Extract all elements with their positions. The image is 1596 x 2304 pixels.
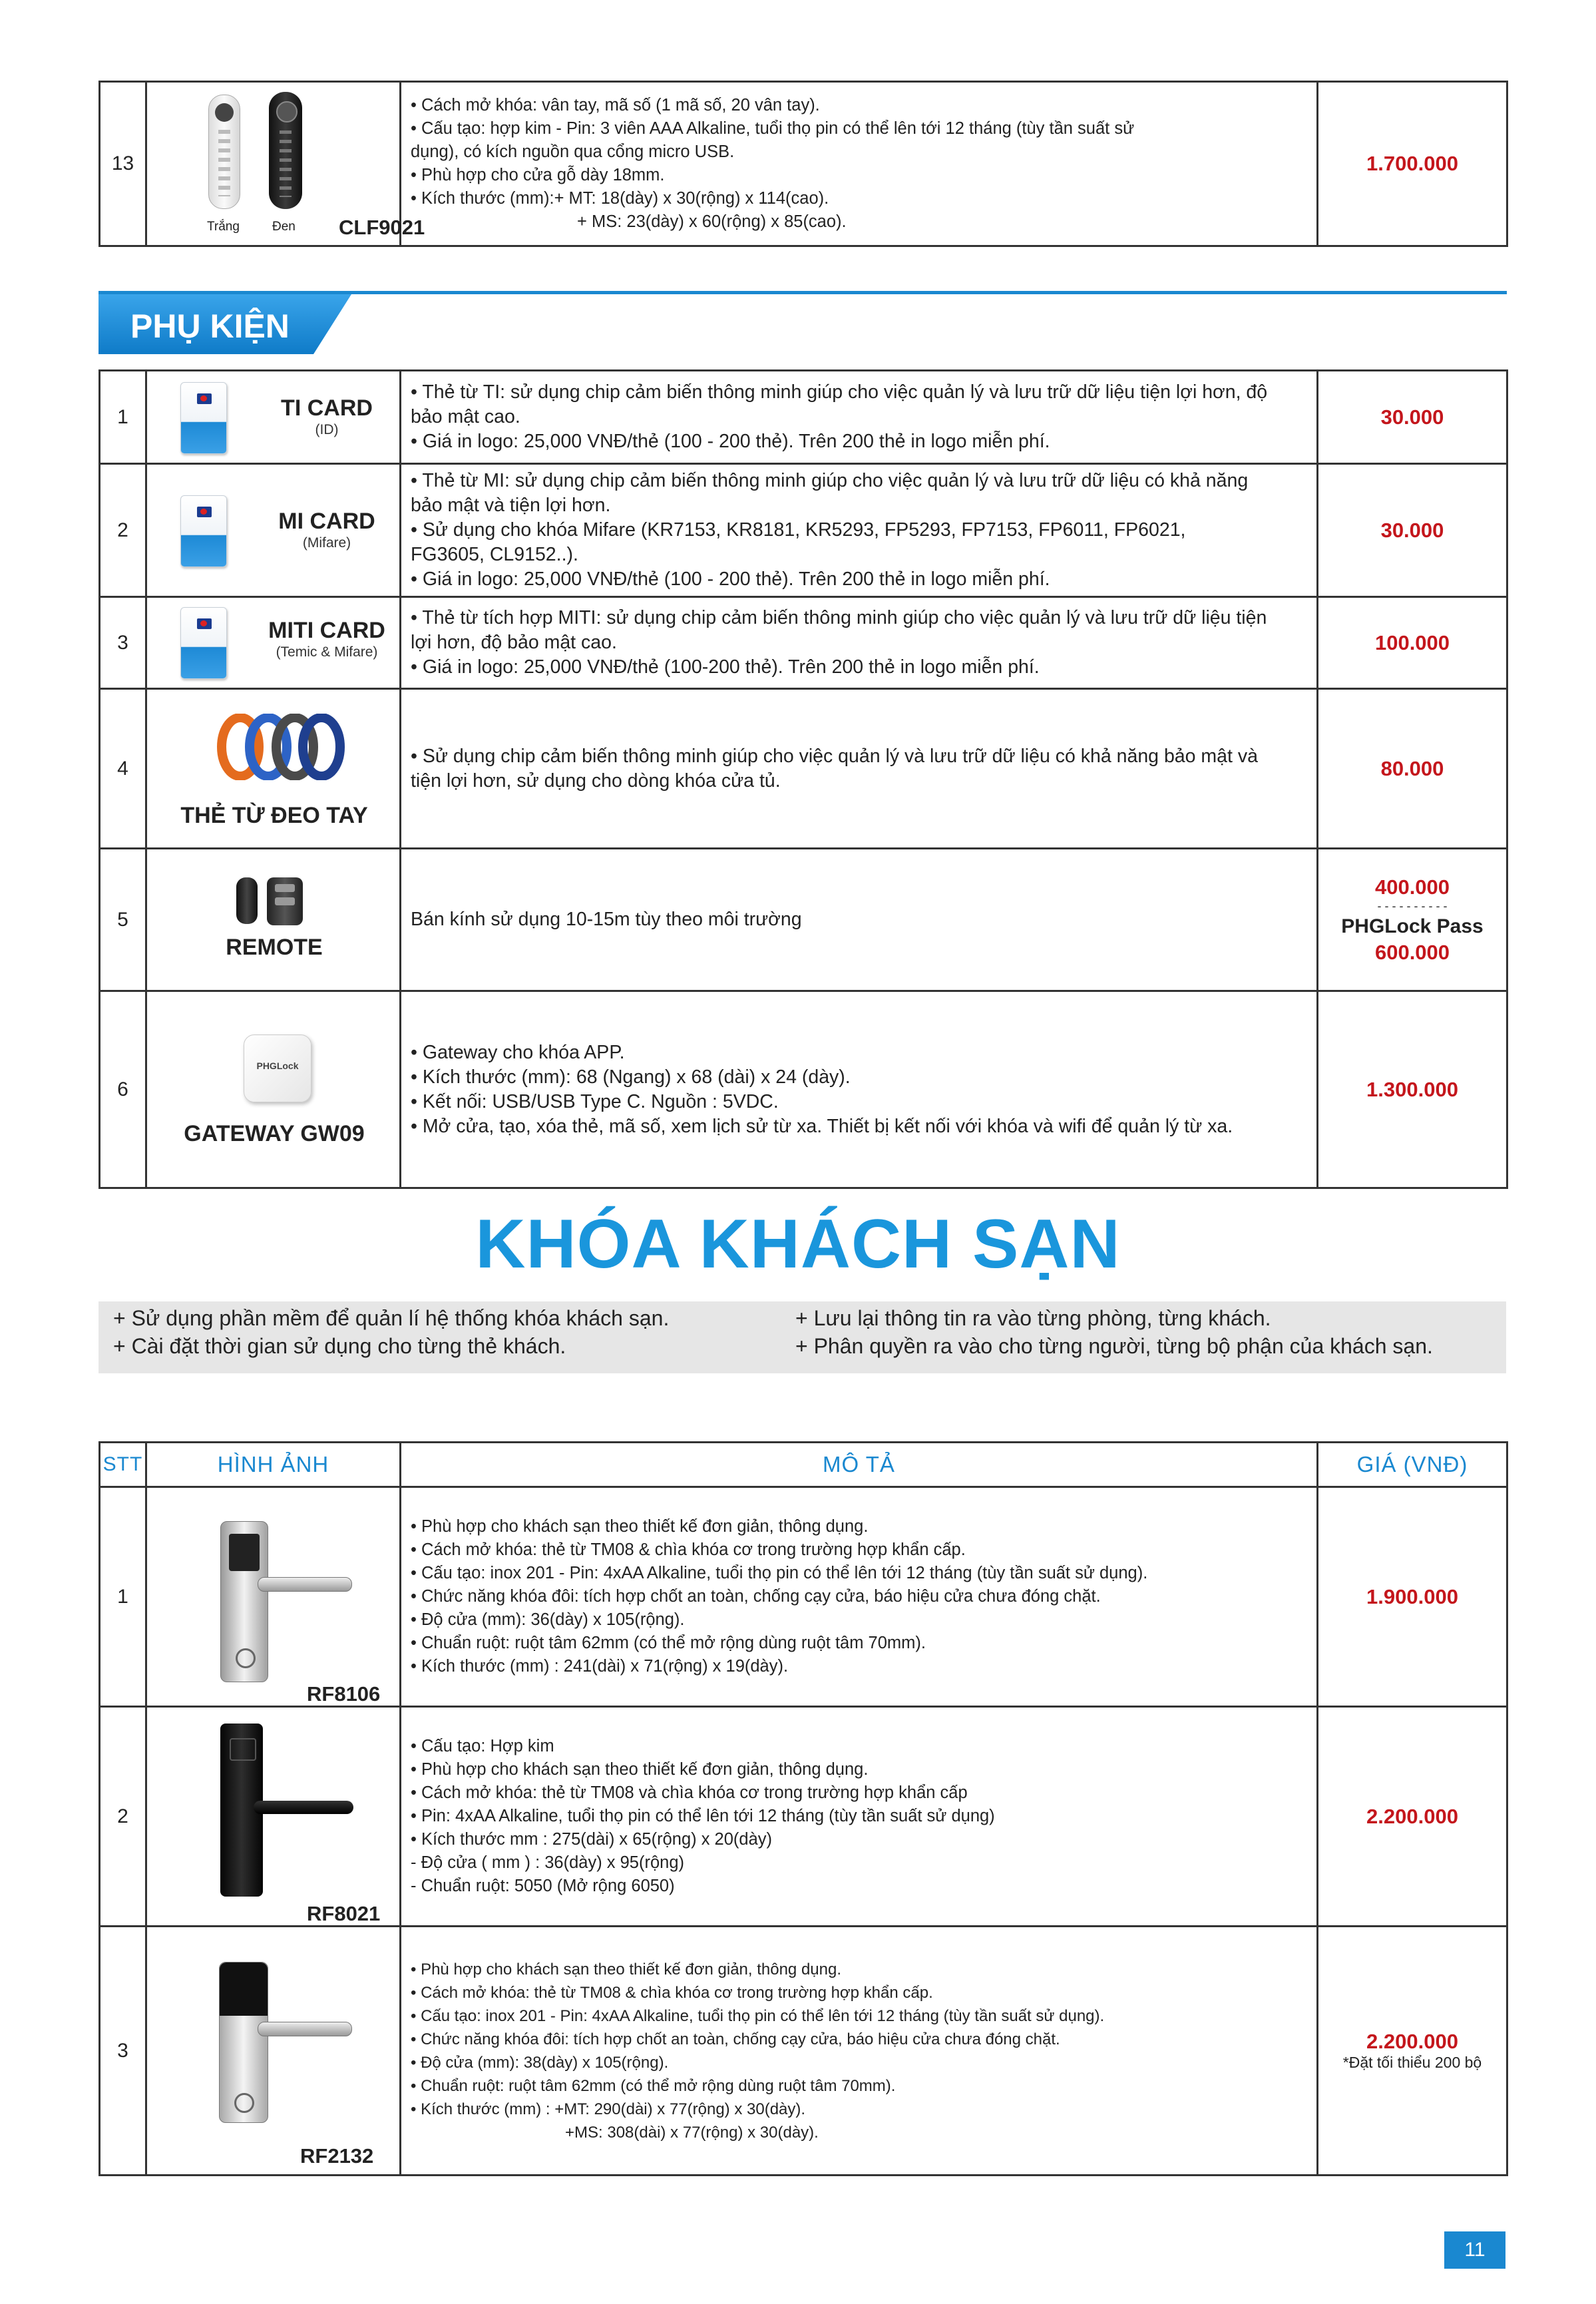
accessory-description: Bán kính sử dụng 10-15m tùy theo môi trường — [401, 849, 1318, 991]
product-description: • Phù hợp cho khách sạn theo thiết kế đơn giản, thông dụng. • Cách mở khóa: thẻ từ TM08 & chìa khóa cơ trong trường hợp khẩn cấp. • Cấu tạo: inox 201 - Pin: 4xAA Alkaline, tuổi thọ pin có thể lên tới 12 tháng (tùy tần suất sử dụng). • Chức năng khóa đôi: tích hợp chốt an toàn, chống cạy cửa, báo hiệu cửa chưa đóng chặt. • Độ cửa (mm): 36(dày) x 105(rộng). • Chuẩn ruột: ruột tâm 62mm (có thể mở rộng dùng ruột tâm 70mm). • Kích thước (mm) : 241(dài) x 71(rộng) x 19(dày). — [401, 1487, 1318, 1707]
row-number: 1 — [100, 371, 146, 464]
header-stt: STT — [100, 1443, 146, 1487]
accessory-name: MI CARD — [278, 509, 375, 534]
accessory-description: • Thẻ từ tích hợp MITI: sử dụng chip cảm biến thông minh giúp cho việc quản lý và lưu trữ dữ liệu tiện lợi hơn, độ bảo mật cao. • Giá in logo: 25,000 VNĐ/thẻ (100-200 thẻ). Trên 200 thẻ in logo miễn phí. — [401, 597, 1318, 689]
accessory-name: TI CARD — [281, 395, 373, 421]
rf8021-handle-image — [254, 1801, 353, 1814]
accessory-description: • Thẻ từ TI: sử dụng chip cảm biến thông minh giúp cho việc quản lý và lưu trữ dữ liệu tiện lợi hơn, độ bảo mật cao. • Giá in logo: 25,000 VNĐ/thẻ (100 - 200 thẻ). Trên 200 thẻ in logo miễn phí. — [401, 371, 1318, 464]
ti-card-image — [180, 382, 227, 454]
accessories-table — [99, 369, 1508, 1189]
accessory-price: 100.000 — [1318, 597, 1507, 689]
mi-card-image — [180, 495, 227, 567]
accessory-name: MITI CARD — [268, 618, 385, 643]
row-number: 1 — [100, 1487, 146, 1707]
accessory-subtitle: (Mifare) — [302, 535, 351, 551]
row-number: 2 — [100, 464, 146, 597]
fingerprint-lock-white-image — [208, 95, 240, 209]
flag-icon — [197, 507, 212, 517]
remote-key-image — [267, 877, 303, 925]
feature-item: + Phân quyền ra vào cho từng người, từng bộ phận của khách sạn. — [795, 1334, 1433, 1358]
wristband-image — [214, 714, 347, 780]
accessory-price: 30.000 — [1318, 464, 1507, 597]
rf8106-handle-image — [258, 1577, 352, 1592]
product-price: 1.700.000 — [1318, 82, 1507, 246]
gateway-device-image — [244, 1035, 311, 1102]
top-product-table — [99, 81, 1508, 247]
accessory-price-2: 600.000 — [1374, 940, 1450, 964]
product-image-cell — [146, 1927, 401, 2176]
gateway-logo: PHGLock — [256, 1060, 299, 1071]
header-price: GIÁ (VNĐ) — [1318, 1443, 1507, 1487]
minimum-order-note: *Đặt tối thiểu 200 bộ — [1342, 2054, 1482, 2071]
accessory-description: • Gateway cho khóa APP. • Kích thước (mm): 68 (Ngang) x 68 (dài) x 24 (dày). • Kết nối: USB/USB Type C. Nguồn : 5VDC. • Mở cửa, tạo, xóa thẻ, mã số, xem lịch sử từ xa. Thiết bị kết nối với khóa và wifi để quản lý từ xa. — [401, 991, 1318, 1188]
model-name: RF2132 — [300, 2144, 374, 2168]
product-price: 2.200.000 — [1318, 1707, 1507, 1927]
row-number: 3 — [100, 1927, 146, 2176]
price-separator: - - - - - - - - - - — [1377, 899, 1448, 913]
product-description: • Phù hợp cho khách sạn theo thiết kế đơn giản, thông dụng. • Cách mở khóa: thẻ từ TM08 & chìa khóa cơ trong trường hợp khẩn cấp. • Cấu tạo: inox 201 - Pin: 4xAA Alkaline, tuổi thọ pin có thể lên tới 12 tháng (tùy tần suất sử dụng). • Chức năng khóa đôi: tích hợp chốt an toàn, chống cạy cửa, báo hiệu cửa chưa đóng chặt. • Độ cửa (mm): 38(dày) x 105(rộng). • Chuẩn ruột: ruột tâm 62mm (có thể mở rộng dùng ruột tâm 70mm). • Kích thước (mm) : +MT: 290(dài) x 77(rộng) x 30(dày). +MS: 308(dài) x 77(rộng) x 30(dày). — [401, 1927, 1318, 2176]
product-image-cell — [146, 1707, 401, 1927]
hotel-locks-table — [99, 1441, 1508, 2176]
accessory-name: GATEWAY GW09 — [184, 1121, 365, 1146]
miti-card-image — [180, 607, 227, 679]
rf2132-handle-image — [258, 2022, 352, 2036]
price-label: PHGLock Pass — [1341, 915, 1484, 937]
product-price: 2.200.000 — [1366, 2030, 1458, 2053]
header-image: HÌNH ẢNH — [146, 1443, 401, 1487]
accessory-subtitle: (ID) — [315, 422, 339, 437]
product-image-cell — [146, 82, 425, 246]
row-number: 5 — [100, 849, 146, 991]
row-number: 3 — [100, 597, 146, 689]
model-name: CLF9021 — [339, 216, 425, 239]
accessory-price-group — [1318, 849, 1507, 991]
section-divider-line — [99, 291, 1507, 294]
feature-item: + Cài đặt thời gian sử dụng cho từng thẻ khách. — [113, 1334, 566, 1358]
hotel-section-title: KHÓA KHÁCH SẠN — [475, 1206, 1121, 1283]
variant-white-label: Trắng — [207, 220, 240, 234]
feature-item: + Lưu lại thông tin ra vào từng phòng, từng khách. — [795, 1306, 1271, 1330]
rf2132-lock-image — [219, 1962, 268, 2123]
row-number: 2 — [100, 1707, 146, 1927]
accessory-description: • Thẻ từ MI: sử dụng chip cảm biến thông minh giúp cho việc quản lý và lưu trữ dữ liệu có khả năng bảo mật và tiện lợi hơn. • Sử dụng cho khóa Mifare (KR7153, KR8181, KR5293, FP5293, FP7153, FP6011, FP6021, FG3605, CL9152..). • Giá in logo: 25,000 VNĐ/thẻ (100 - 200 thẻ). Trên 200 thẻ in logo miễn phí. — [401, 464, 1318, 597]
flag-icon — [197, 618, 212, 629]
header-description: MÔ TẢ — [401, 1443, 1318, 1487]
product-image-cell — [146, 849, 401, 991]
accessory-price: 1.300.000 — [1318, 991, 1507, 1188]
accessory-name: THẺ TỪ ĐEO TAY — [180, 803, 368, 828]
accessory-description: • Sử dụng chip cảm biến thông minh giúp cho việc quản lý và lưu trữ dữ liệu có khả năng bảo mật và tiện lợi hơn, sử dụng cho dòng khóa cửa tủ. — [401, 689, 1318, 849]
fingerprint-lock-black-image — [269, 92, 302, 209]
row-number: 13 — [100, 82, 146, 246]
product-image-cell — [146, 464, 401, 597]
accessory-name: REMOTE — [226, 935, 323, 960]
row-number: 4 — [100, 689, 146, 849]
model-name: RF8021 — [307, 1902, 381, 1925]
product-description: • Cấu tạo: Hợp kim • Phù hợp cho khách sạn theo thiết kế đơn giản, thông dụng. • Cách mở khóa: thẻ từ TM08 và chìa khóa cơ trong trường hợp khẩn cấp • Pin: 4xAA Alkaline, tuổi thọ pin có thể lên tới 12 tháng (tùy tần suất sử dụng) • Kích thước mm : 275(dài) x 65(rộng) x 20(dày) - Độ cửa ( mm ) : 36(dày) x 95(rộng) - Chuẩn ruột: 5050 (Mở rộng 6050) — [401, 1707, 1318, 1927]
variant-black-label: Đen — [272, 220, 296, 234]
product-image-cell — [146, 991, 401, 1188]
feature-item: + Sử dụng phần mềm để quản lí hệ thống khóa khách sạn. — [113, 1306, 670, 1330]
remote-image — [236, 877, 258, 924]
product-price-group — [1318, 1927, 1507, 2176]
rf8106-lock-image — [220, 1521, 268, 1682]
accessory-price: 400.000 — [1374, 875, 1450, 899]
product-price: 1.900.000 — [1318, 1487, 1507, 1707]
accessory-price: 80.000 — [1318, 689, 1507, 849]
product-description: • Cách mở khóa: vân tay, mã số (1 mã số, 20 vân tay). • Cấu tạo: hợp kim - Pin: 3 viên AAA Alkaline, tuổi thọ pin có thể lên tới 12 tháng (tùy tần suất sử dụng), có kích nguồn qua cổng micro USB. • Phù hợp cho cửa gỗ dày 18mm. • Kích thước (mm):+ MT: 18(dày) x 30(rộng) x 114(cao). + MS: 23(dày) x 60(rộng) x 85(cao). — [401, 82, 1318, 246]
accessories-section-title: PHỤ KIỆN — [130, 308, 290, 345]
accessory-subtitle: (Temic & Mifare) — [276, 644, 378, 660]
table-header-row — [100, 1443, 1507, 1487]
accessory-price: 30.000 — [1318, 371, 1507, 464]
product-image-cell — [146, 1487, 401, 1707]
row-number: 6 — [100, 991, 146, 1188]
product-image-cell — [146, 689, 401, 849]
page-number: 11 — [1444, 2231, 1505, 2269]
product-image-cell — [146, 371, 401, 464]
model-name: RF8106 — [307, 1682, 381, 1706]
product-image-cell — [146, 597, 401, 689]
flag-icon — [197, 393, 212, 404]
